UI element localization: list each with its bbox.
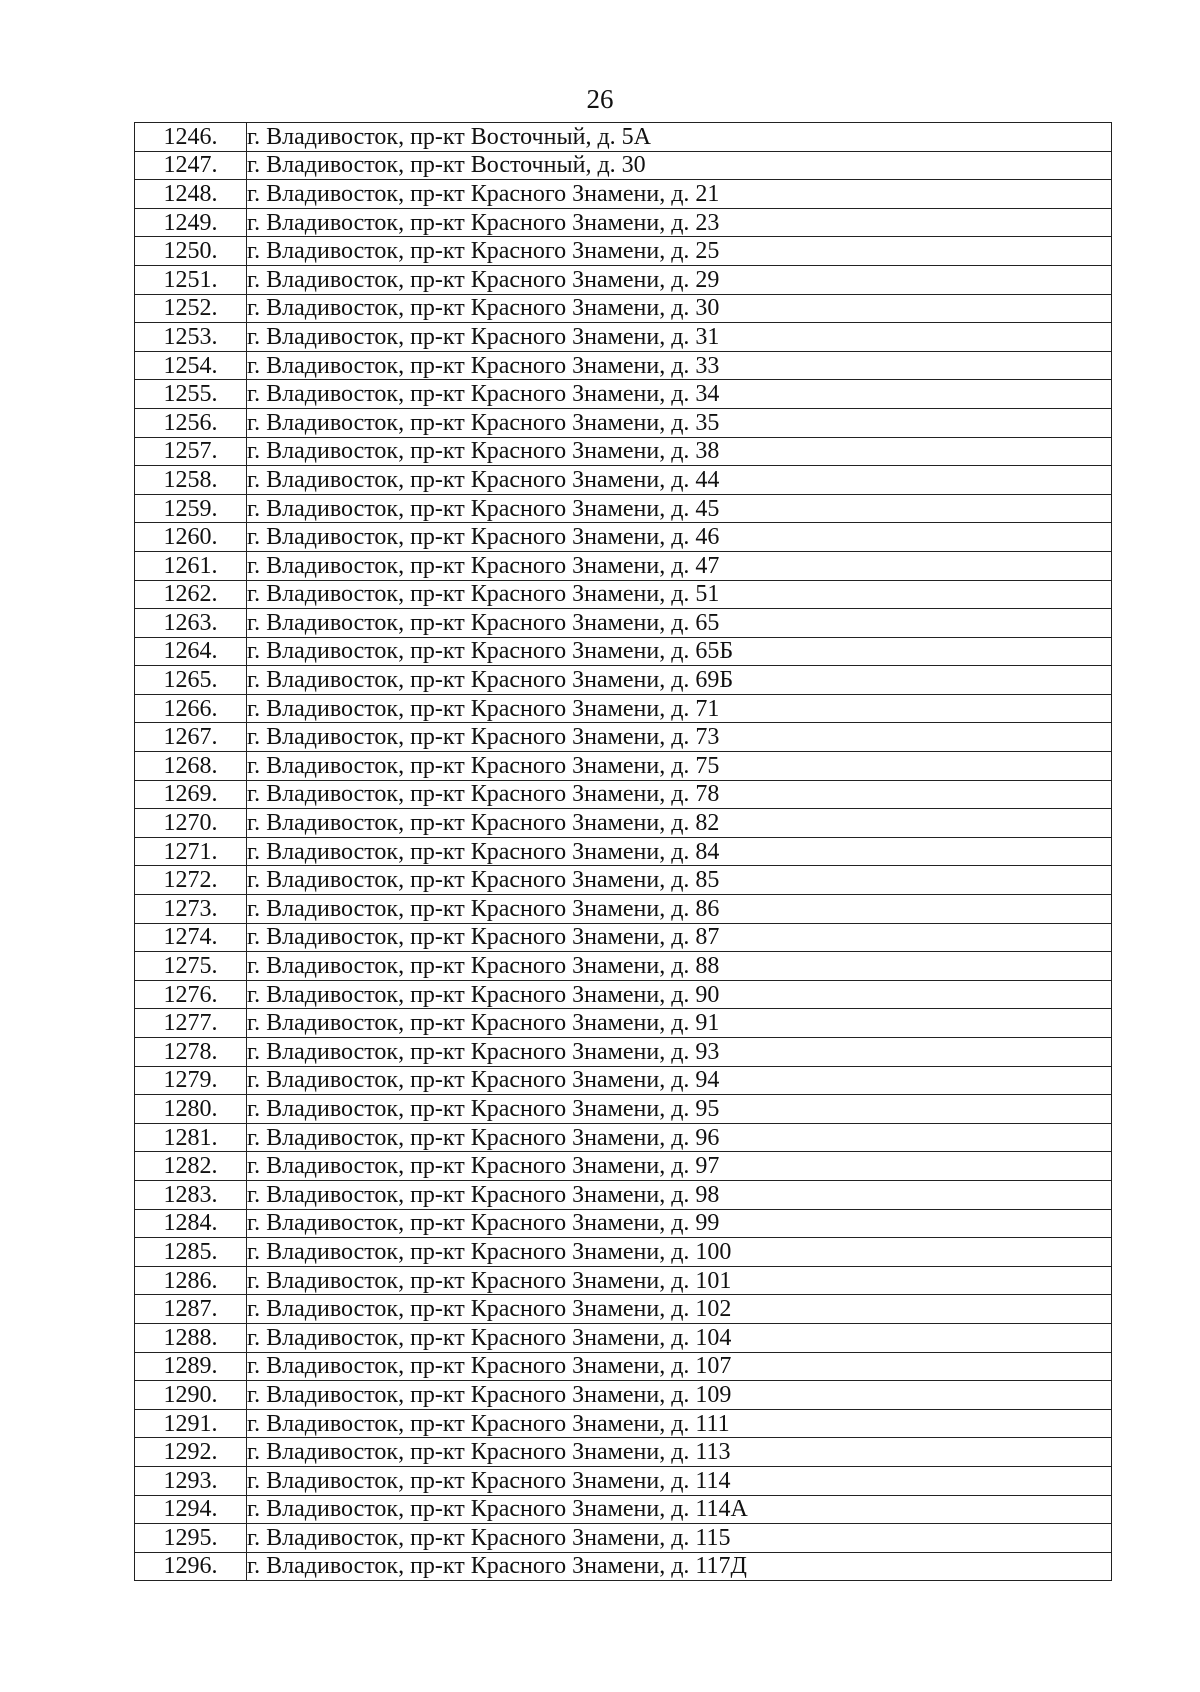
row-number-cell: 1252. bbox=[135, 294, 247, 323]
address-cell: г. Владивосток, пр-кт Красного Знамени, д. 111 bbox=[247, 1409, 1112, 1438]
row-number-cell: 1268. bbox=[135, 752, 247, 781]
address-cell: г. Владивосток, пр-кт Красного Знамени, д. 31 bbox=[247, 323, 1112, 352]
row-number-cell: 1288. bbox=[135, 1323, 247, 1352]
row-number-cell: 1286. bbox=[135, 1266, 247, 1295]
address-cell: г. Владивосток, пр-кт Красного Знамени, д. 115 bbox=[247, 1524, 1112, 1553]
row-number-cell: 1260. bbox=[135, 523, 247, 552]
table-row bbox=[135, 551, 1112, 580]
address-cell: г. Владивосток, пр-кт Красного Знамени, д. 114 bbox=[247, 1466, 1112, 1495]
row-number-cell: 1253. bbox=[135, 323, 247, 352]
row-number-cell: 1266. bbox=[135, 694, 247, 723]
address-cell: г. Владивосток, пр-кт Красного Знамени, д. 99 bbox=[247, 1209, 1112, 1238]
row-number-cell: 1246. bbox=[135, 123, 247, 152]
table-row bbox=[135, 237, 1112, 266]
table-row bbox=[135, 895, 1112, 924]
address-cell: г. Владивосток, пр-кт Красного Знамени, д. 101 bbox=[247, 1266, 1112, 1295]
row-number-cell: 1275. bbox=[135, 952, 247, 981]
address-cell: г. Владивосток, пр-кт Красного Знамени, д. 23 bbox=[247, 208, 1112, 237]
table-row bbox=[135, 151, 1112, 180]
table-row bbox=[135, 1552, 1112, 1581]
address-cell: г. Владивосток, пр-кт Красного Знамени, д. 117Д bbox=[247, 1552, 1112, 1581]
address-cell: г. Владивосток, пр-кт Красного Знамени, д. 44 bbox=[247, 466, 1112, 495]
row-number-cell: 1287. bbox=[135, 1295, 247, 1324]
row-number-cell: 1267. bbox=[135, 723, 247, 752]
address-cell: г. Владивосток, пр-кт Красного Знамени, д. 21 bbox=[247, 180, 1112, 209]
table-row bbox=[135, 780, 1112, 809]
table-row bbox=[135, 1009, 1112, 1038]
address-table bbox=[134, 122, 1112, 1581]
table-row bbox=[135, 208, 1112, 237]
address-cell: г. Владивосток, пр-кт Красного Знамени, д. 45 bbox=[247, 494, 1112, 523]
row-number-cell: 1254. bbox=[135, 351, 247, 380]
row-number-cell: 1255. bbox=[135, 380, 247, 409]
row-number-cell: 1293. bbox=[135, 1466, 247, 1495]
row-number-cell: 1280. bbox=[135, 1095, 247, 1124]
table-row bbox=[135, 1466, 1112, 1495]
table-row bbox=[135, 1066, 1112, 1095]
table-row bbox=[135, 1152, 1112, 1181]
row-number-cell: 1256. bbox=[135, 408, 247, 437]
row-number-cell: 1269. bbox=[135, 780, 247, 809]
table-row bbox=[135, 666, 1112, 695]
table-row bbox=[135, 923, 1112, 952]
address-cell: г. Владивосток, пр-кт Красного Знамени, д. 30 bbox=[247, 294, 1112, 323]
row-number-cell: 1281. bbox=[135, 1123, 247, 1152]
table-row bbox=[135, 980, 1112, 1009]
row-number-cell: 1249. bbox=[135, 208, 247, 237]
address-cell: г. Владивосток, пр-кт Красного Знамени, д. 95 bbox=[247, 1095, 1112, 1124]
table-row bbox=[135, 1123, 1112, 1152]
address-cell: г. Владивосток, пр-кт Красного Знамени, д. 107 bbox=[247, 1352, 1112, 1381]
row-number-cell: 1284. bbox=[135, 1209, 247, 1238]
row-number-cell: 1276. bbox=[135, 980, 247, 1009]
row-number-cell: 1291. bbox=[135, 1409, 247, 1438]
address-cell: г. Владивосток, пр-кт Красного Знамени, д. 104 bbox=[247, 1323, 1112, 1352]
table-row bbox=[135, 494, 1112, 523]
table-row bbox=[135, 466, 1112, 495]
row-number-cell: 1274. bbox=[135, 923, 247, 952]
table-row bbox=[135, 180, 1112, 209]
address-cell: г. Владивосток, пр-кт Красного Знамени, д. 38 bbox=[247, 437, 1112, 466]
table-row bbox=[135, 265, 1112, 294]
address-cell: г. Владивосток, пр-кт Красного Знамени, д. 88 bbox=[247, 952, 1112, 981]
row-number-cell: 1283. bbox=[135, 1180, 247, 1209]
table-row bbox=[135, 1180, 1112, 1209]
address-cell: г. Владивосток, пр-кт Красного Знамени, д. 98 bbox=[247, 1180, 1112, 1209]
row-number-cell: 1257. bbox=[135, 437, 247, 466]
table-row bbox=[135, 1238, 1112, 1267]
address-cell: г. Владивосток, пр-кт Красного Знамени, д. 73 bbox=[247, 723, 1112, 752]
table-row bbox=[135, 437, 1112, 466]
address-cell: г. Владивосток, пр-кт Красного Знамени, д. 90 bbox=[247, 980, 1112, 1009]
address-cell: г. Владивосток, пр-кт Красного Знамени, д. 71 bbox=[247, 694, 1112, 723]
row-number-cell: 1261. bbox=[135, 551, 247, 580]
table-row bbox=[135, 1038, 1112, 1067]
table-row bbox=[135, 1295, 1112, 1324]
address-cell: г. Владивосток, пр-кт Красного Знамени, д. 25 bbox=[247, 237, 1112, 266]
address-cell: г. Владивосток, пр-кт Красного Знамени, д. 100 bbox=[247, 1238, 1112, 1267]
address-cell: г. Владивосток, пр-кт Красного Знамени, д. 65 bbox=[247, 609, 1112, 638]
address-cell: г. Владивосток, пр-кт Красного Знамени, д. 78 bbox=[247, 780, 1112, 809]
row-number-cell: 1264. bbox=[135, 637, 247, 666]
table-row bbox=[135, 837, 1112, 866]
table-row bbox=[135, 752, 1112, 781]
address-cell: г. Владивосток, пр-кт Красного Знамени, д. 84 bbox=[247, 837, 1112, 866]
table-row bbox=[135, 1209, 1112, 1238]
table-row bbox=[135, 523, 1112, 552]
table-row bbox=[135, 1266, 1112, 1295]
table-row bbox=[135, 809, 1112, 838]
row-number-cell: 1248. bbox=[135, 180, 247, 209]
table-row bbox=[135, 1409, 1112, 1438]
row-number-cell: 1295. bbox=[135, 1524, 247, 1553]
table-row bbox=[135, 294, 1112, 323]
table-row bbox=[135, 609, 1112, 638]
row-number-cell: 1277. bbox=[135, 1009, 247, 1038]
row-number-cell: 1265. bbox=[135, 666, 247, 695]
address-cell: г. Владивосток, пр-кт Красного Знамени, д. 113 bbox=[247, 1438, 1112, 1467]
address-cell: г. Владивосток, пр-кт Красного Знамени, д. 51 bbox=[247, 580, 1112, 609]
address-cell: г. Владивосток, пр-кт Красного Знамени, д. 109 bbox=[247, 1381, 1112, 1410]
table-row bbox=[135, 723, 1112, 752]
address-cell: г. Владивосток, пр-кт Красного Знамени, д. 46 bbox=[247, 523, 1112, 552]
row-number-cell: 1279. bbox=[135, 1066, 247, 1095]
row-number-cell: 1292. bbox=[135, 1438, 247, 1467]
address-cell: г. Владивосток, пр-кт Красного Знамени, д. 102 bbox=[247, 1295, 1112, 1324]
table-row bbox=[135, 1381, 1112, 1410]
address-table-body bbox=[135, 123, 1112, 1581]
address-cell: г. Владивосток, пр-кт Красного Знамени, д. 97 bbox=[247, 1152, 1112, 1181]
row-number-cell: 1258. bbox=[135, 466, 247, 495]
table-row bbox=[135, 351, 1112, 380]
address-cell: г. Владивосток, пр-кт Красного Знамени, д. 35 bbox=[247, 408, 1112, 437]
address-cell: г. Владивосток, пр-кт Красного Знамени, д. 91 bbox=[247, 1009, 1112, 1038]
row-number-cell: 1285. bbox=[135, 1238, 247, 1267]
table-row bbox=[135, 1323, 1112, 1352]
row-number-cell: 1294. bbox=[135, 1495, 247, 1524]
address-cell: г. Владивосток, пр-кт Красного Знамени, д. 29 bbox=[247, 265, 1112, 294]
address-cell: г. Владивосток, пр-кт Красного Знамени, д. 94 bbox=[247, 1066, 1112, 1095]
address-cell: г. Владивосток, пр-кт Красного Знамени, д. 86 bbox=[247, 895, 1112, 924]
address-cell: г. Владивосток, пр-кт Красного Знамени, д. 114А bbox=[247, 1495, 1112, 1524]
row-number-cell: 1270. bbox=[135, 809, 247, 838]
address-cell: г. Владивосток, пр-кт Красного Знамени, д. 33 bbox=[247, 351, 1112, 380]
table-row bbox=[135, 408, 1112, 437]
row-number-cell: 1278. bbox=[135, 1038, 247, 1067]
address-cell: г. Владивосток, пр-кт Красного Знамени, д. 34 bbox=[247, 380, 1112, 409]
row-number-cell: 1262. bbox=[135, 580, 247, 609]
table-row bbox=[135, 1352, 1112, 1381]
address-cell: г. Владивосток, пр-кт Красного Знамени, д. 87 bbox=[247, 923, 1112, 952]
row-number-cell: 1272. bbox=[135, 866, 247, 895]
row-number-cell: 1259. bbox=[135, 494, 247, 523]
page-number: 26 bbox=[586, 84, 614, 114]
address-cell: г. Владивосток, пр-кт Красного Знамени, д. 47 bbox=[247, 551, 1112, 580]
row-number-cell: 1263. bbox=[135, 609, 247, 638]
address-cell: г. Владивосток, пр-кт Красного Знамени, д. 82 bbox=[247, 809, 1112, 838]
table-row bbox=[135, 1495, 1112, 1524]
address-cell: г. Владивосток, пр-кт Красного Знамени, д. 69Б bbox=[247, 666, 1112, 695]
table-row bbox=[135, 123, 1112, 152]
row-number-cell: 1273. bbox=[135, 895, 247, 924]
address-cell: г. Владивосток, пр-кт Красного Знамени, д. 85 bbox=[247, 866, 1112, 895]
address-cell: г. Владивосток, пр-кт Красного Знамени, д. 96 bbox=[247, 1123, 1112, 1152]
table-row bbox=[135, 1438, 1112, 1467]
row-number-cell: 1290. bbox=[135, 1381, 247, 1410]
address-cell: г. Владивосток, пр-кт Восточный, д. 5А bbox=[247, 123, 1112, 152]
table-row bbox=[135, 580, 1112, 609]
table-row bbox=[135, 952, 1112, 981]
table-row bbox=[135, 694, 1112, 723]
table-row bbox=[135, 637, 1112, 666]
table-row bbox=[135, 380, 1112, 409]
row-number-cell: 1296. bbox=[135, 1552, 247, 1581]
row-number-cell: 1247. bbox=[135, 151, 247, 180]
table-row bbox=[135, 323, 1112, 352]
row-number-cell: 1251. bbox=[135, 265, 247, 294]
table-row bbox=[135, 1095, 1112, 1124]
row-number-cell: 1282. bbox=[135, 1152, 247, 1181]
address-cell: г. Владивосток, пр-кт Восточный, д. 30 bbox=[247, 151, 1112, 180]
row-number-cell: 1271. bbox=[135, 837, 247, 866]
address-cell: г. Владивосток, пр-кт Красного Знамени, д. 93 bbox=[247, 1038, 1112, 1067]
row-number-cell: 1250. bbox=[135, 237, 247, 266]
table-row bbox=[135, 866, 1112, 895]
table-row bbox=[135, 1524, 1112, 1553]
address-cell: г. Владивосток, пр-кт Красного Знамени, д. 65Б bbox=[247, 637, 1112, 666]
address-cell: г. Владивосток, пр-кт Красного Знамени, д. 75 bbox=[247, 752, 1112, 781]
row-number-cell: 1289. bbox=[135, 1352, 247, 1381]
